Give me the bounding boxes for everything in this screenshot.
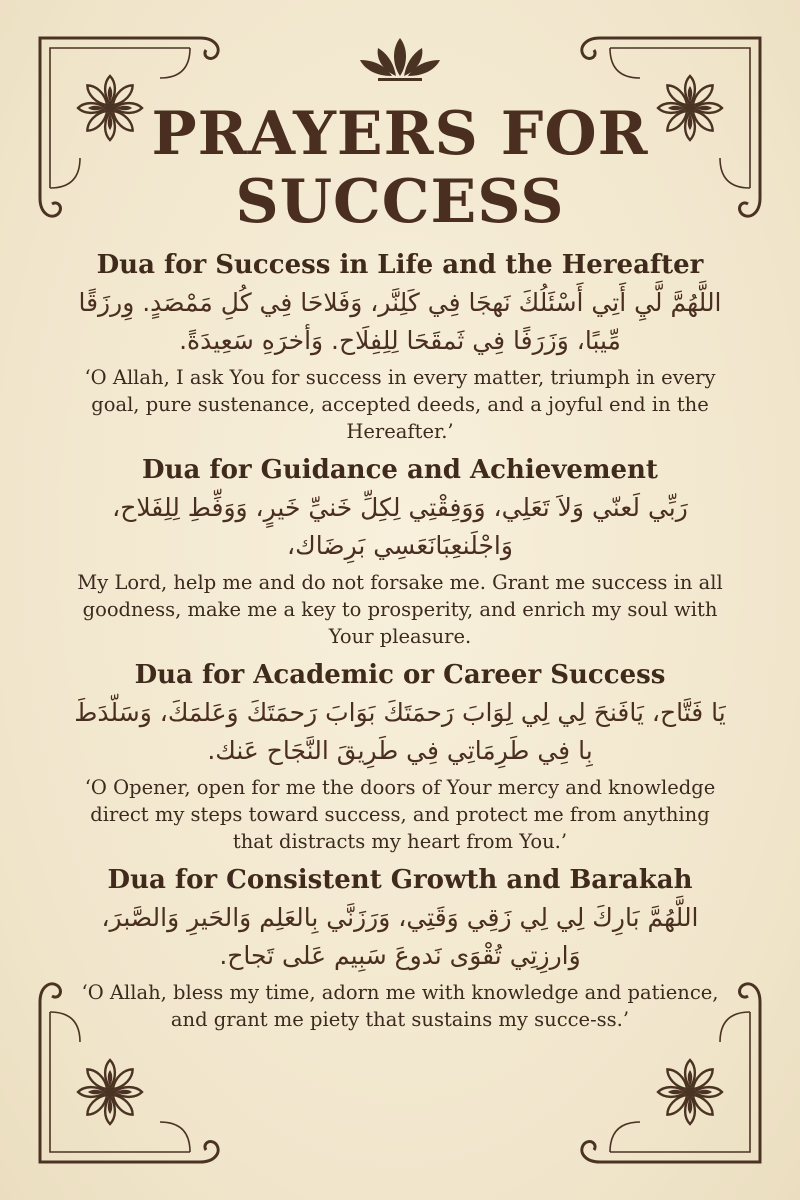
section-heading: Dua for Academic or Career Success <box>134 660 666 690</box>
section-heading: Dua for Success in Life and the Hereafter <box>96 250 704 280</box>
arabic-text: رَبِّي لَعنّي وَلاَ تَعَلِي، وَوَفِقْتِي لِكِلِّ خَنيِّ خَيرٍ، وَوَفِّطِ لِلِفَلاح، وَاجْلَنعِبَانَعَسِي بَرِضَاك، <box>112 493 688 560</box>
dua-section-success-life <box>70 248 730 445</box>
dua-section-guidance <box>70 453 730 650</box>
arabic-text: اللَّهُمَّ بَارِكَ لِي لِي زَقِي وَقَتِي، وَرَزَنَّي بِالعَلِم وَالحَيرِ وَالصَّبرَ، وَارزِتِي تُقْوَى نَدوعَ سَبِيم عَلى تَجاح. <box>101 903 699 970</box>
arabic-text: اللَّهُمَّ لَّيِ أَتِي أَسْئَلُكَ نَهجَا فِي كَلِنَّر، وَفَلاحَا فِي كُلِ مَمْصَدٍ. وِرزَقًا مِّيبًا، وَزَرَفًا فِي ثَمقَحَا لِلِفِلَاح. وَأخرَهِ سَعِيدَةً. <box>78 288 722 355</box>
dua-section-growth-barakah <box>70 863 730 1033</box>
section-heading: Dua for Guidance and Achievement <box>142 455 658 485</box>
translation-text: ‘O Allah, I ask You for success in every matter, triumph in every goal, pure sustenance, accepted deeds, and a joyful end in the Hereafter.’ <box>84 366 716 443</box>
section-heading: Dua for Consistent Growth and Barakah <box>107 865 693 895</box>
translation-text: My Lord, help me and do not forsake me. Grant me success in all goodness, make me a key to prosperity, and enrich my soul with Your pleasure. <box>77 571 723 648</box>
arabic-text: يَا فَتَّاح، يَافَنحَ لِي لِي لِوَابَ رَحمَتَكَ بَوَابَ رَحمَتَكَ وَعَلمَكَ، وَسَلّدَطَ بِا فِي طَرِمَاتِي فِي طَرِيقَ النَّجَاح عَنك. <box>74 698 726 765</box>
page-title: PRAYERS FOR SUCCESS <box>151 99 649 237</box>
translation-text: ‘O Allah, bless my time, adorn me with knowledge and patience, and grant me piety that sustains my succe-ss.’ <box>81 981 719 1031</box>
lotus-icon <box>360 38 440 81</box>
translation-text: ‘O Opener, open for me the doors of Your mercy and knowledge direct my steps toward success, and protect me from anything that distracts my heart from You.’ <box>84 776 716 853</box>
main-content <box>70 100 730 1033</box>
dua-section-academic-career <box>70 658 730 855</box>
